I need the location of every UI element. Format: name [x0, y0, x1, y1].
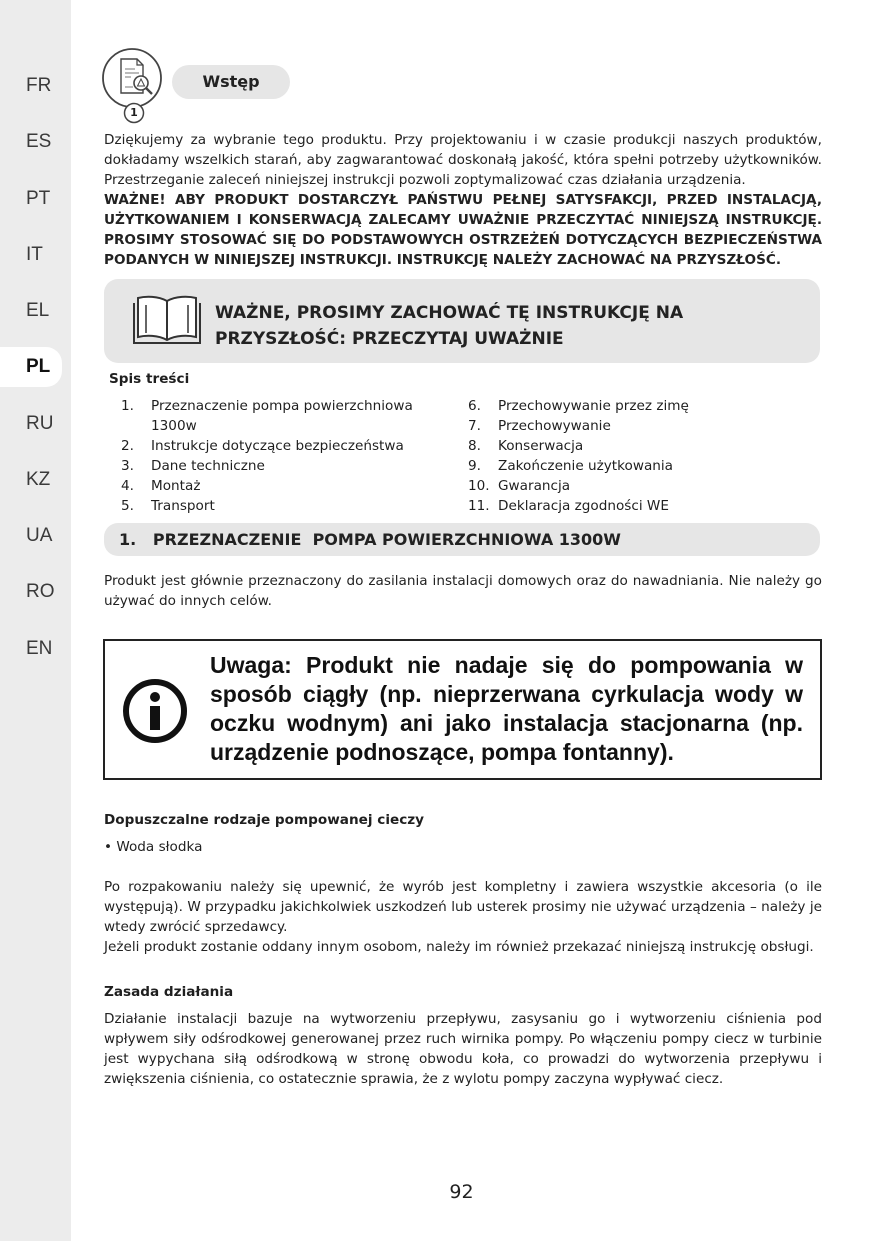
info-icon [122, 678, 188, 744]
intro-title-pill: Wstęp [172, 65, 290, 99]
toc-item[interactable]: 8. Konserwacja [468, 438, 584, 454]
document-warning-icon [101, 47, 163, 109]
open-book-icon [132, 293, 202, 345]
lang-tab-ru[interactable]: RU [26, 413, 54, 434]
lang-tab-es[interactable]: ES [26, 131, 52, 152]
lang-tab-ua[interactable]: UA [26, 525, 53, 546]
lang-tab-el[interactable]: EL [26, 300, 50, 321]
toc-item[interactable]: 9. Zakończenie użytkowania [468, 458, 674, 474]
section-1-text: Produkt jest głównie przeznaczony do zasilania instalacji domowych oraz do nawadniania. Nie należy go używać do innych celów. [104, 573, 822, 609]
intro-important-notice: WAŻNE! ABY PRODUKT DOSTARCZYŁ PAŃSTWU PEŁNEJ SATYSFAKCJI, PRZED INSTALACJĄ, UŻYTKOWANIEM I KONSERWACJĄ ZALECAMY UWAŻNIE PRZECZYTAĆ NINIEJSZĄ INSTRUKCJĘ. PROSIMY STOSOWAĆ SIĘ DO PODSTAWOWYCH OSTRZEŻEŃ DOTYCZĄCYCH BEZPIECZEŃSTWA PODANYCH W NINIEJSZEJ INSTRUKCJI. INSTRUKCJĘ NALEŻY ZACHOWAĆ NA PRZYSZŁOŚĆ. [104, 192, 822, 268]
page-number: 92 [449, 1181, 474, 1203]
toc-item[interactable]: 2. Instrukcje dotyczące bezpieczeństwa [121, 438, 404, 454]
toc-left-column [121, 396, 431, 516]
section-1-heading: 1. PRZEZNACZENIE POMPA POWIERZCHNIOWA 1300W [119, 530, 621, 549]
lang-tab-it[interactable]: IT [26, 244, 43, 265]
lang-tab-ro[interactable]: RO [26, 581, 55, 602]
unpack-handover-paragraph: Jeżeli produkt zostanie oddany innym osobom, należy im również przekazać niniejszą instrukcję obsługi. [104, 939, 814, 955]
principle-text: Działanie instalacji bazuje na wytworzeniu przepływu, zasysaniu go i wytworzeniu ciśnienia pod wpływem siły odśrodkowej generowanej przez ruch wirnika pompy. Po włączeniu pompy ciecz w turbinie jest wypychana siłą odśrodkową w stronę obwodu koła, co prowadzi do wytworzenia przepływu i zwiększenia ciśnienia, co ostatecznie sprawia, że z wylotu pompy zaczyna wypływać ciecz. [104, 1011, 822, 1087]
read-manual-line-2: PRZYSZŁOŚĆ: PRZECZYTAJ UWAŻNIE [215, 329, 564, 349]
unpack-paragraph: Po rozpakowaniu należy się upewnić, że wyrób jest kompletny i zawiera wszystkie akcesoria (o ile występują). W przypadku jakichkolwiek uszkodzeń lub usterek prosimy nie używać urządzenia – należy je wtedy zwrócić sprzedawcy. [104, 879, 822, 935]
toc-item[interactable]: 10. Gwarancja [468, 478, 571, 494]
step-badge-number: 1 [130, 106, 138, 119]
toc-title: Spis treści [109, 371, 190, 387]
warning-text: Uwaga: Produkt nie nadaje się do pompowania w sposób ciągły (np. nieprzerwana cyrkulacja wody w oczku wodnym) ani jako instalacja stacjonarna (np. urządzenie podnoszące, pompa fontanny). [210, 652, 803, 765]
lang-tab-fr[interactable]: FR [26, 75, 52, 96]
liquids-heading: Dopuszczalne rodzaje pompowanej cieczy [104, 812, 425, 828]
read-manual-text [215, 300, 755, 352]
lang-tab-pl-active[interactable]: PL [0, 347, 62, 387]
read-manual-line-1: WAŻNE, PROSIMY ZACHOWAĆ TĘ INSTRUKCJĘ NA [215, 303, 684, 323]
liquids-item: • Woda słodka [104, 839, 203, 855]
principle-heading: Zasada działania [104, 984, 234, 1000]
toc-item[interactable]: 5. Transport [121, 498, 215, 514]
lang-tab-en[interactable]: EN [26, 638, 53, 659]
toc-item[interactable]: 3. Dane techniczne [121, 458, 265, 474]
toc-item[interactable]: 1. Przeznaczenie pompa powierzchniowa 1300w [121, 398, 413, 434]
lang-tab-kz[interactable]: KZ [26, 469, 51, 490]
toc-item[interactable]: 6. Przechowywanie przez zimę [468, 398, 689, 414]
toc-item[interactable]: 7. Przechowywanie [468, 418, 611, 434]
lang-tab-pt[interactable]: PT [26, 188, 51, 209]
toc-item[interactable]: 4. Montaż [121, 478, 201, 494]
intro-paragraph: Dziękujemy za wybranie tego produktu. Przy projektowaniu i w czasie produkcji naszych produktów, dokładamy wszelkich starań, aby zagwarantować doskonałą jakość, która spełni potrzeby użytkowników. Przestrzeganie zaleceń niniejszej instrukcji pozwoli zoptymalizować czas działania urządzenia. [104, 132, 822, 188]
toc-right-column [468, 396, 768, 516]
toc-item[interactable]: 11. Deklaracja zgodności WE [468, 498, 669, 514]
